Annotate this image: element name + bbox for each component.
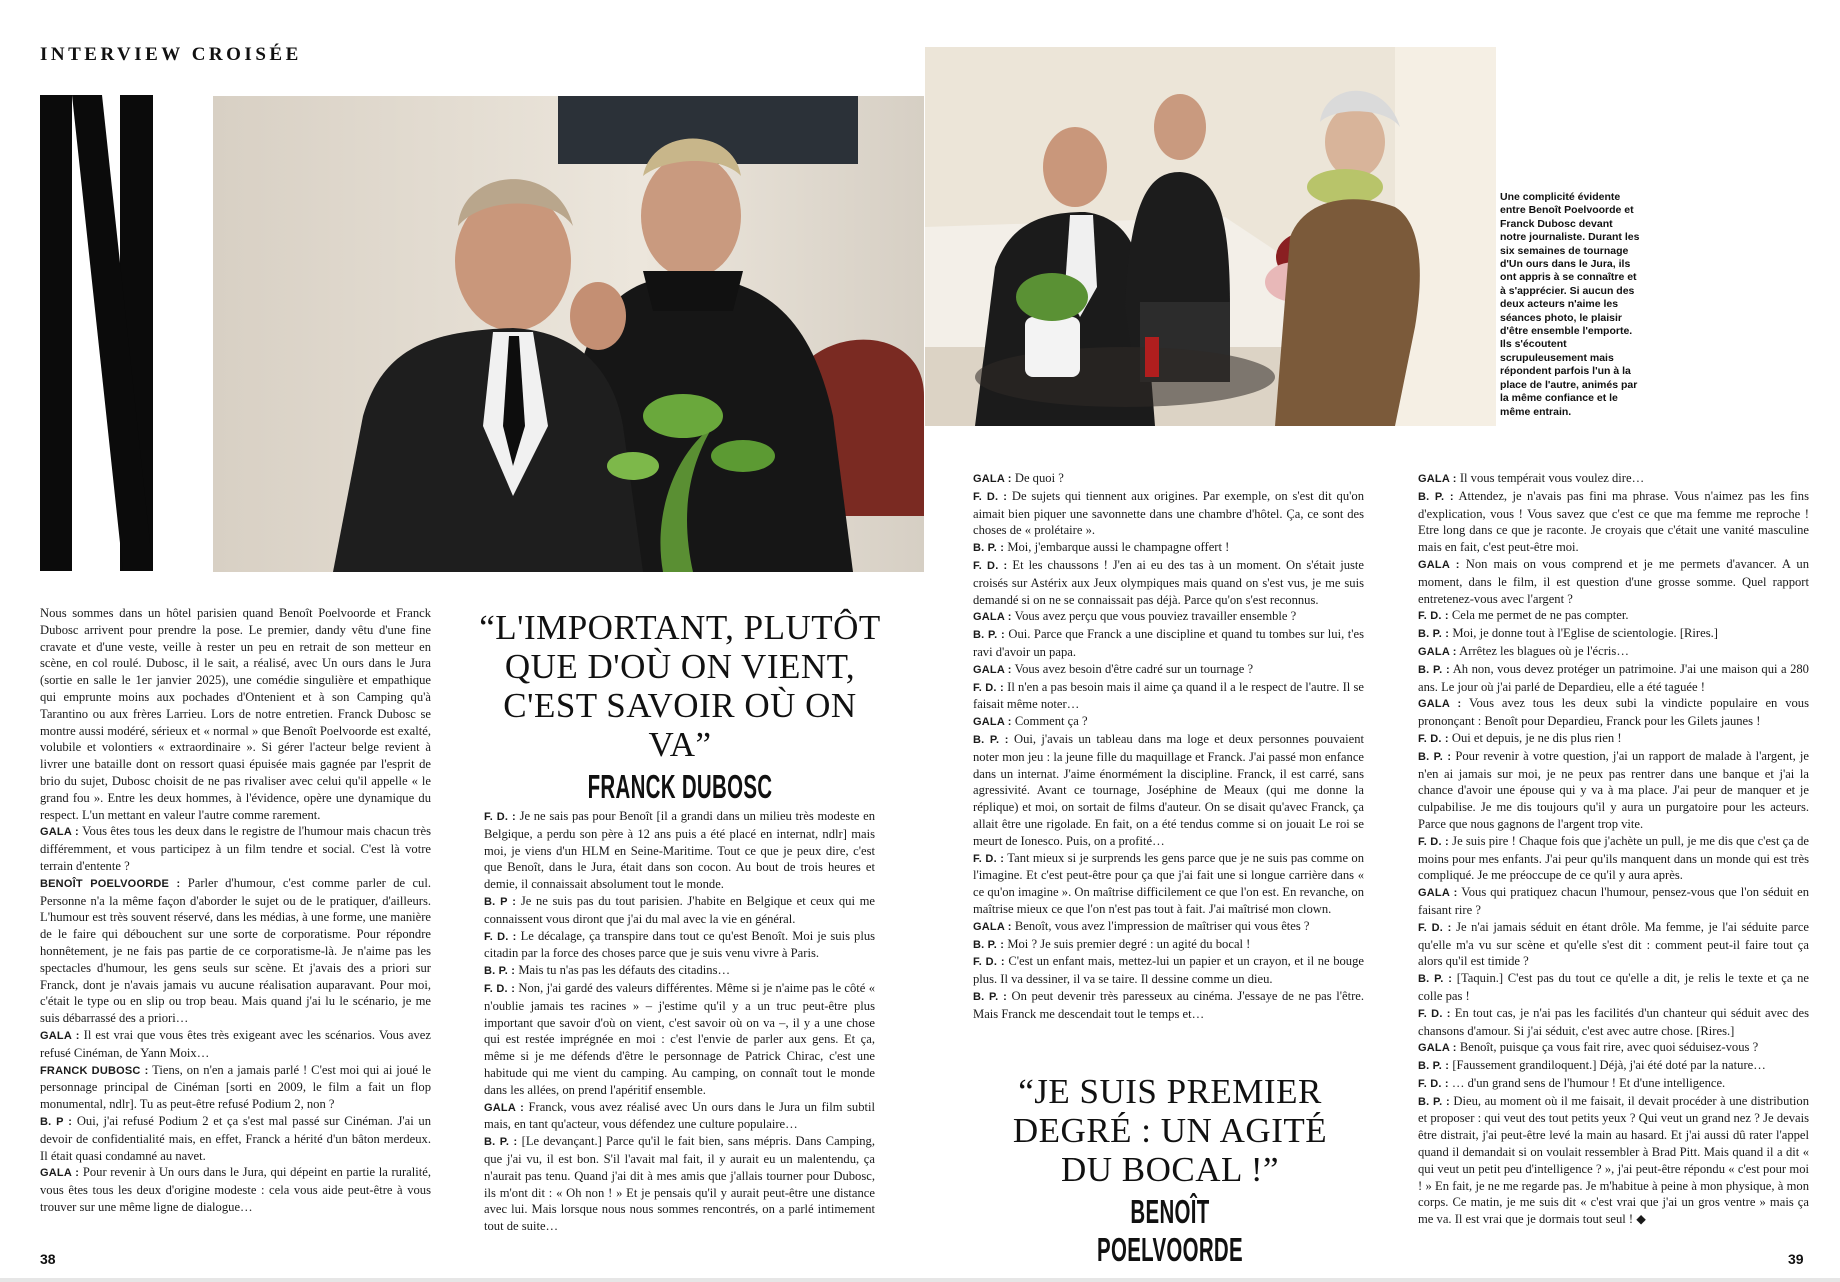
speaker-label: B. P. : (973, 629, 1005, 642)
paragraph-text: Vous qui pratiquez chacun l'humour, pensez-vous que l'on séduit en faisant rire ? (1418, 885, 1810, 917)
paragraph (973, 918, 1364, 936)
paragraph-text: Vous avez tous les deux subi la vindicte populaire en vous prononçant : Benoît pour Depardieu, Franck pour les Gilets jaunes ! (1418, 696, 1809, 729)
paragraph-text: Ah non, vous devez protéger un patrimoine. J'ai une maison qui a 280 ans. Le jour où j'ai parlé de Depardieu, elle a été taguée ! (1418, 661, 1809, 694)
paragraph-text: Vous avez perçu que vous pouviez travailler ensemble ? (1014, 609, 1297, 624)
paragraph-text: Pour revenir à Un ours dans le Jura, qui dépeint en partie la ruralité, vous êtes tous les deux d'origine modeste : cela vous aide peut-être à vous trouver sur une même ligne de dialogue… (40, 1165, 431, 1214)
speaker-label: GALA : (40, 1167, 80, 1180)
speaker-label: B. P. : (973, 733, 1009, 746)
speaker-label: F. D. : (973, 681, 1004, 694)
paragraph-text: Non mais on vous comprend et je me permets d'avancer. A un moment, dans le film, il est question d'une grosse somme. Quel rapport entretenez-vous avec l'argent ? (1418, 556, 1809, 606)
paragraph (1418, 884, 1809, 919)
speaker-label: GALA : (40, 826, 79, 839)
speaker-label: BENOÎT POELVOORDE : (40, 877, 181, 890)
paragraph (1418, 695, 1809, 730)
speaker-label: GALA : (1418, 558, 1460, 571)
speaker-label: B. P. : (484, 1136, 518, 1149)
paragraph-text: Il vous tempérait vous voulez dire… (1459, 471, 1645, 485)
paragraph-text: [Taquin.] C'est pas du tout ce qu'elle a dit, je relis le texte et ça ne colle pas ! (1418, 971, 1809, 1003)
paragraph-text: Vous êtes tous les deux dans le registre de l'humour mais chacun très différemment, et vous participez à un film tendre et social. C'est là votre terrain d'entente ? (40, 824, 431, 873)
paragraph (973, 557, 1364, 608)
pull-quote-author: FRANCK DUBOSC (587, 768, 773, 805)
page-bottom-edge (0, 1278, 1840, 1282)
speaker-label: GALA : (1418, 887, 1458, 900)
paragraph (40, 1113, 431, 1164)
paragraph-text: Oui, j'avais un tableau dans ma loge et deux personnes pouvaient noter mon jeu : la jeune fille du maquillage et Franck. J'ai passé mon enfance dans un internat. J'aime énormément la discipline. Franck, il est carré, sans agressivité. Avant ce tournage, Joséphine de Meaux (qui me donne la réplique) et moi, on sortait de films d'auteur. On se disait qu'avec Franck, ça allait être une rigolade. En fait, on a été tendus comme si on jouait Le roi se meurt de Ionesco. Puis, on a profité… (973, 731, 1365, 848)
paragraph (1418, 643, 1809, 661)
paragraph (1418, 833, 1809, 884)
article-column-4 (1418, 470, 1809, 1228)
paragraph-text: Le décalage, ça transpire dans tout ce qu'est Benoît. Moi je suis plus citadin par la force des choses parce que je suis venu vivre à Paris. (484, 928, 876, 961)
speaker-label: F. D. : (1418, 1077, 1449, 1090)
paragraph-text: Tant mieux si je surprends les gens parce que je ne suis pas comme on l'imagine. Et c'est peut-être pour ça que j'ai fait une si longue carrière dans « ce qu'on imagine ». On maîtrise difficilement ce que l'on est. En revanche, on maîtrise mieux ce que l'on n'est pas tout à fait. J'ai maîtrisé mon clown. (973, 850, 1365, 916)
paragraph (973, 470, 1364, 488)
speaker-label: GALA : (973, 663, 1012, 676)
speaker-label: B. P. : (973, 990, 1007, 1003)
pull-quote-dubosc (470, 608, 890, 806)
speaker-label: B. P : (484, 895, 517, 908)
speaker-label: F. D. : (973, 852, 1005, 865)
paragraph-text: Oui et depuis, je ne dis plus rien ! (1451, 730, 1622, 745)
speaker-label: F. D. : (484, 982, 516, 995)
paragraph-text: Oui. Parce que Franck a une discipline et quand tu tombes sur lui, t'es ravi d'avoir un papa. (973, 627, 1365, 659)
paragraph (973, 936, 1364, 954)
dropcap-letter-n (40, 95, 153, 571)
article-column-1 (40, 605, 431, 1216)
paragraph (973, 626, 1364, 661)
paragraph (40, 605, 431, 823)
paragraph (1418, 556, 1809, 607)
photo-interview-sofa (925, 47, 1496, 426)
speaker-label: GALA : (1418, 698, 1462, 711)
photo-duo-portrait (213, 96, 924, 572)
speaker-label: B. P. : (1418, 1095, 1450, 1108)
paragraph (484, 893, 875, 928)
paragraph (1418, 661, 1809, 696)
paragraph (973, 850, 1364, 918)
paragraph-text: [Faussement grandiloquent.] Déjà, j'ai été doté par la nature… (1452, 1058, 1766, 1073)
speaker-label: GALA : (973, 716, 1012, 729)
paragraph-text: Benoît, vous avez l'impression de maîtriser qui vous êtes ? (1014, 918, 1310, 933)
paragraph-text: Moi, j'embarque aussi le champagne offert ! (1007, 540, 1230, 555)
paragraph (973, 679, 1364, 714)
paragraph (973, 488, 1364, 539)
speaker-label: F. D. : (1418, 732, 1449, 745)
paragraph-text: Comment ça ? (1014, 714, 1088, 729)
paragraph (1418, 1039, 1809, 1057)
paragraph (1418, 919, 1809, 970)
speaker-label: B. P. : (1418, 628, 1450, 641)
paragraph (1418, 1005, 1809, 1040)
paragraph (40, 823, 431, 874)
paragraph (1418, 488, 1809, 556)
speaker-label: FRANCK DUBOSC : (40, 1064, 149, 1077)
paragraph-text: [Le devançant.] Parce qu'il le fait bien, sans mépris. Dans Camping, que j'ai vu, il est bon. S'il l'avait mal fait, il y aurait eu un malentendu, ça n'aurait pas tenu. Quand j'ai dit à mes amis que j'allais tourner pour Dubosc, ils m'ont dit : « Oh non ! » Et je pensais qu'il y aurait peut-être une distance avec lui. Mais lorsque nous nous sommes rencontrés, on a parlé intimement tout de suite… (484, 1134, 875, 1234)
paragraph (40, 1027, 431, 1062)
paragraph (973, 988, 1364, 1023)
pull-quote-text: “L'IMPORTANT, PLUTÔT QUE D'OÙ ON VIENT, C'EST SAVOIR OÙ ON VA” (479, 608, 881, 764)
speaker-label: B. P. : (1418, 750, 1452, 763)
paragraph-text: Il n'en a pas besoin mais il aime ça quand il a le respect de l'autre. Il se faisait même noter… (973, 679, 1365, 712)
paragraph (973, 953, 1364, 988)
speaker-label: GALA : (484, 1101, 525, 1114)
paragraph (40, 1164, 431, 1215)
speaker-label: B. P. : (1418, 1060, 1450, 1073)
speaker-label: F. D. : (973, 490, 1008, 503)
speaker-label: F. D. : (484, 811, 516, 823)
paragraph (1418, 1093, 1809, 1228)
speaker-label: GALA : (40, 1029, 80, 1042)
paragraph-text: Mais tu n'as pas les défauts des citadins… (518, 963, 731, 978)
paragraph-text: Benoît, puisque ça vous fait rire, avec quoi séduisez-vous ? (1459, 1040, 1759, 1055)
paragraph (1418, 1075, 1809, 1093)
pull-quote-author: BENOÎT POELVOORDE (1097, 1193, 1243, 1268)
paragraph (484, 928, 875, 963)
speaker-label: GALA : (973, 920, 1012, 933)
paragraph (1418, 625, 1809, 643)
speaker-label: F. D. : (484, 930, 517, 943)
paragraph-text: Non, j'ai gardé des valeurs différentes. Même si je n'aime pas le côté « n'oublie jamais tes racines » – j'estime qu'il y a un truc peut-être plus important que savoir d'où on vient, c'est savoir où on va –, il y a une chose qui est restée imprégnée en moi : c'est l'envie de parler aux gens. Et ça, même si je me défends d'être le personnage de Patrick Chirac, c'est une habitude qui me vient du camping. Au camping, on connaît tout le monde dans les allées, on prend l'apéritif ensemble. (484, 980, 875, 1097)
paragraph-text: En tout cas, je n'ai pas les facilités d'un chanteur qui séduit avec des chansons d'amour. Si j'ai séduit, c'est avec autre chose. [Rires.] (1418, 1005, 1810, 1038)
paragraph (973, 731, 1364, 850)
paragraph (973, 661, 1364, 679)
paragraph (973, 539, 1364, 557)
speaker-label: B. P. : (1418, 973, 1453, 986)
paragraph-text: Je n'ai jamais séduit en étant drôle. Ma femme, je l'ai séduite parce qu'elle m'a vu sur scène et qu'elle s'est dit : comment peut-il faire tout ça alors qu'il est timide ? (1418, 919, 1810, 969)
page-number-right: 39 (1788, 1251, 1804, 1267)
speaker-label: F. D. : (1418, 835, 1449, 848)
pull-quote-poelvoorde (995, 1072, 1345, 1269)
paragraph-text: On peut devenir très paresseux au cinéma. J'essaye de ne pas l'être. Mais Franck me descendait tout le temps et… (973, 988, 1365, 1021)
paragraph-text: Je ne suis pas du tout parisien. J'habite en Belgique et ceux qui me connaissent vous diront que j'ai du mal avec la vie en général. (484, 893, 875, 926)
paragraph (40, 1062, 431, 1113)
paragraph (40, 875, 431, 1027)
article-column-2 (484, 808, 875, 1235)
speaker-label: B. P : (40, 1115, 73, 1128)
paragraph-text: Vous avez besoin d'être cadré sur un tournage ? (1014, 661, 1254, 676)
paragraph (1418, 748, 1809, 833)
paragraph (484, 1133, 875, 1235)
paragraph-text: C'est un enfant mais, mettez-lui un papier et un crayon, et il ne bouge plus. Il va dessiner, il va se taire. Il dessine comme un dieu. (973, 954, 1364, 987)
paragraph (1418, 1057, 1809, 1075)
paragraph-text: Attendez, je n'avais pas fini ma phrase. Vous n'aimez pas les fins d'explication, vous ! Vous savez que c'est ce que ma femme me reproche ! Etre long dans ce que je raconte. Je croyais que c'était une vanité masculine mais en fait, c'est peut-être moi. (1418, 488, 1809, 555)
paragraph-text: Parler d'humour, c'est comme parler de cul. Personne n'a la même façon d'aborder le sujet ou de le pratiquer, d'ailleurs. L'humour est très souvent réservé, dans les médias, à une forme, une manière de le faire qui débouchent sur une sorte de corporatisme. Pour répondre honnêtement, je ne fais pas partie de ce corporatisme-là. Je n'aime pas les spectacles d'humour, les gens seuls sur scène. Et j'avais des a priori sur Franck, dont je n'avais jamais vu aucune réalisation auparavant. Pour moi, c'était le type ou en slip ou trop beau. Mais quand j'ai lu le scénario, je me suis débarrassé des a priori… (40, 875, 431, 1026)
paragraph (484, 980, 875, 1099)
pull-quote-text: “JE SUIS PREMIER DEGRÉ : UN AGITÉ DU BOCAL !” (1012, 1072, 1328, 1189)
paragraph-text: Pour revenir à votre question, j'ai un rapport de malade à l'argent, je n'en ai jamais sur moi, je ne peux pas rentrer dans une banque et j'ai la chance d'avoir une épouse qui y va à ma place. J'ai peur de manquer et je culpabilise. Je me dis toujours qu'il y aura un purgatoire pour les acteurs. Parce que nous gagnons de l'argent trop vite. (1418, 748, 1809, 831)
speaker-label: F. D. : (1418, 1007, 1451, 1020)
speaker-label: GALA : (1418, 1042, 1457, 1055)
speaker-label: F. D. : (973, 956, 1005, 969)
paragraph-text: De quoi ? (1014, 471, 1064, 485)
speaker-label: F. D. : (973, 559, 1008, 572)
paragraph-text: Je suis pire ! Chaque fois que j'achète un pull, je me dis que c'est ça de moins pour mes enfants. J'ai peur qu'ils manquent dans un monde qui est très compliqué. Je me préoccupe de ce qu'il y aura après. (1418, 833, 1809, 883)
paragraph (484, 808, 875, 893)
speaker-label: GALA : (1418, 645, 1457, 658)
paragraph (484, 1099, 875, 1134)
paragraph (1418, 730, 1809, 748)
paragraph-text: De sujets qui tiennent aux origines. Par exemple, on s'est dit qu'on aimait bien piquer une savonnette dans une chambre d'hôtel. Ça, ce sont des choses de « prolétaire ». (973, 488, 1365, 538)
speaker-label: F. D. : (1418, 921, 1452, 934)
photo-caption: Une complicité évidente entre Benoît Poelvoorde et Franck Dubosc devant notre journaliste. Durant les six semaines de tournage d'Un ours dans le Jura, ils ont appris à se connaître et à s'apprécier. Si aucun des deux acteurs n'aime les séances photo, le plaisir d'être ensemble l'emporte. Ils s'écoutent scrupuleusement mais répondent parfois l'un à la place de l'autre, animés par la même confiance et le même entrain. (1500, 191, 1640, 418)
paragraph-text: Dieu, au moment où il me faisait, il devait procéder à une distribution et proposer : qui veut des tout petits yeux ? Qui veut un grand nez ? Je devais être distrait, j'ai peut-être levé la main au hasard. Et j'ai aussi dû rater l'appel quand il demandait si on voulait ressembler à Brad Pitt. Mais quand il a dit « qui veut un petit peu d'intelligence ? », j'ai peut-être répondu « c'est pour moi ! » En fait, je ne me regarde pas. Je m'habitue à peine à mon physique, à mon corps. Ce matin, je me suis dit « c'est vrai que j'ai un gros ventre » mais ça me va. Il est vrai que je dormais tout seul ! ◆ (1418, 1093, 1809, 1227)
speaker-label: F. D. : (1418, 610, 1449, 623)
paragraph (973, 713, 1364, 731)
paragraph-text: Et les chaussons ! J'en ai eu des tas à un moment. On s'était juste croisés sur Astérix aux Jeux olympiques mais quand on s'est vus, je me suis demandé si on ne se connaissait pas déjà. Parce qu'on s'est reconnus. (973, 557, 1364, 607)
paragraph-text: Cela me permet de ne pas compter. (1451, 608, 1629, 623)
paragraph-text: Moi, je donne tout à l'Eglise de scientologie. [Rires.] (1452, 626, 1718, 641)
paragraph (1418, 970, 1809, 1005)
speaker-label: GALA : (973, 611, 1012, 624)
article-column-3 (973, 470, 1364, 1023)
paragraph (973, 608, 1364, 626)
paragraph-text: Nous sommes dans un hôtel parisien quand Benoît Poelvoorde et Franck Dubosc arrivent pour prendre la pose. Le premier, dandy vêtu d'une fine cravate et d'une veste, veille à rester un peu en retrait de son metteur en scène, en col roulé. Dubosc, il le sait, a réalisé, avec Un ours dans le Jura (sortie en salle le 1er janvier 2025), une comédie singulière et empathique qui emprunte moins aux pochades d'Ontenient et à son Camping qu'à Tarantino ou aux frères Larrieu. Lors de notre entretien. Franck Dubosc se montre aussi modéré, sérieux et « normal » que Benoît Poelvoorde est exalté, volubile et volontiers « extraordinaire ». Si gérer l'acteur belge revient à livrer une bataille dont on ressort quasi épuisée mais gagnée par l'esprit de brio du sujet, Dubosc choisit de ne pas rivaliser avec celui qu'il appelle « le grand fou ». Entre les deux hommes, à l'évidence, opère une dynamique du respect. L'un mettant en valeur l'autre comme rarement. (40, 606, 431, 822)
paragraph-text: Je ne sais pas pour Benoît [il a grandi dans un milieu très modeste en Belgique, a perdu son père à 12 ans puis a été placé en internat, ndlr] mais moi, je viens d'un HLM en Seine-Maritime. Tout ce que je peux dire, c'est que Benoît, dans le Jura, était dans son cocon. Au bout de trois heures et demie, il connaissait absolument tout le monde. (484, 809, 875, 892)
speaker-label: GALA : (1418, 473, 1457, 485)
paragraph (484, 962, 875, 980)
paragraph-text: … d'un grand sens de l'humour ! Et d'une intelligence. (1451, 1075, 1726, 1090)
paragraph-text: Franck, vous avez réalisé avec Un ours dans le Jura un film subtil mais, en tant qu'acteur, vous défendez une culture populaire… (484, 1099, 875, 1132)
paragraph (1418, 607, 1809, 625)
paragraph-text: Il est vrai que vous êtes très exigeant avec les scénarios. Vous avez refusé Cinéman, de Yann Moix… (40, 1027, 431, 1060)
paragraph-text: Arrêtez les blagues où je l'écris… (1459, 643, 1629, 658)
page-number-left: 38 (40, 1251, 56, 1267)
speaker-label: B. P. : (973, 542, 1005, 555)
speaker-label: B. P. : (1418, 663, 1450, 676)
speaker-label: B. P. : (484, 965, 516, 978)
section-title: INTERVIEW CROISÉE (40, 44, 302, 65)
paragraph-text: Oui, j'ai refusé Podium 2 et ça s'est mal passé sur Cinéman. J'ai un devoir de confidentialité mais, en effet, Franck a hérité d'un bâton merdeux. Il était quasi condamné au navet. (40, 1113, 431, 1163)
paragraph-text: Moi ? Je suis premier degré : un agité du bocal ! (1007, 936, 1251, 951)
paragraph-text: Tiens, on n'en a jamais parlé ! C'est moi qui ai joué le personnage principal de Cinéman [sorti en 2009, le film a fait un flop monumental, ndlr]. Tu as peut-être refusé Podium 2, non ? (40, 1062, 431, 1112)
speaker-label: B. P. : (1418, 490, 1454, 503)
paragraph (1418, 470, 1809, 488)
speaker-label: B. P. : (973, 938, 1005, 951)
speaker-label: GALA : (973, 473, 1012, 485)
